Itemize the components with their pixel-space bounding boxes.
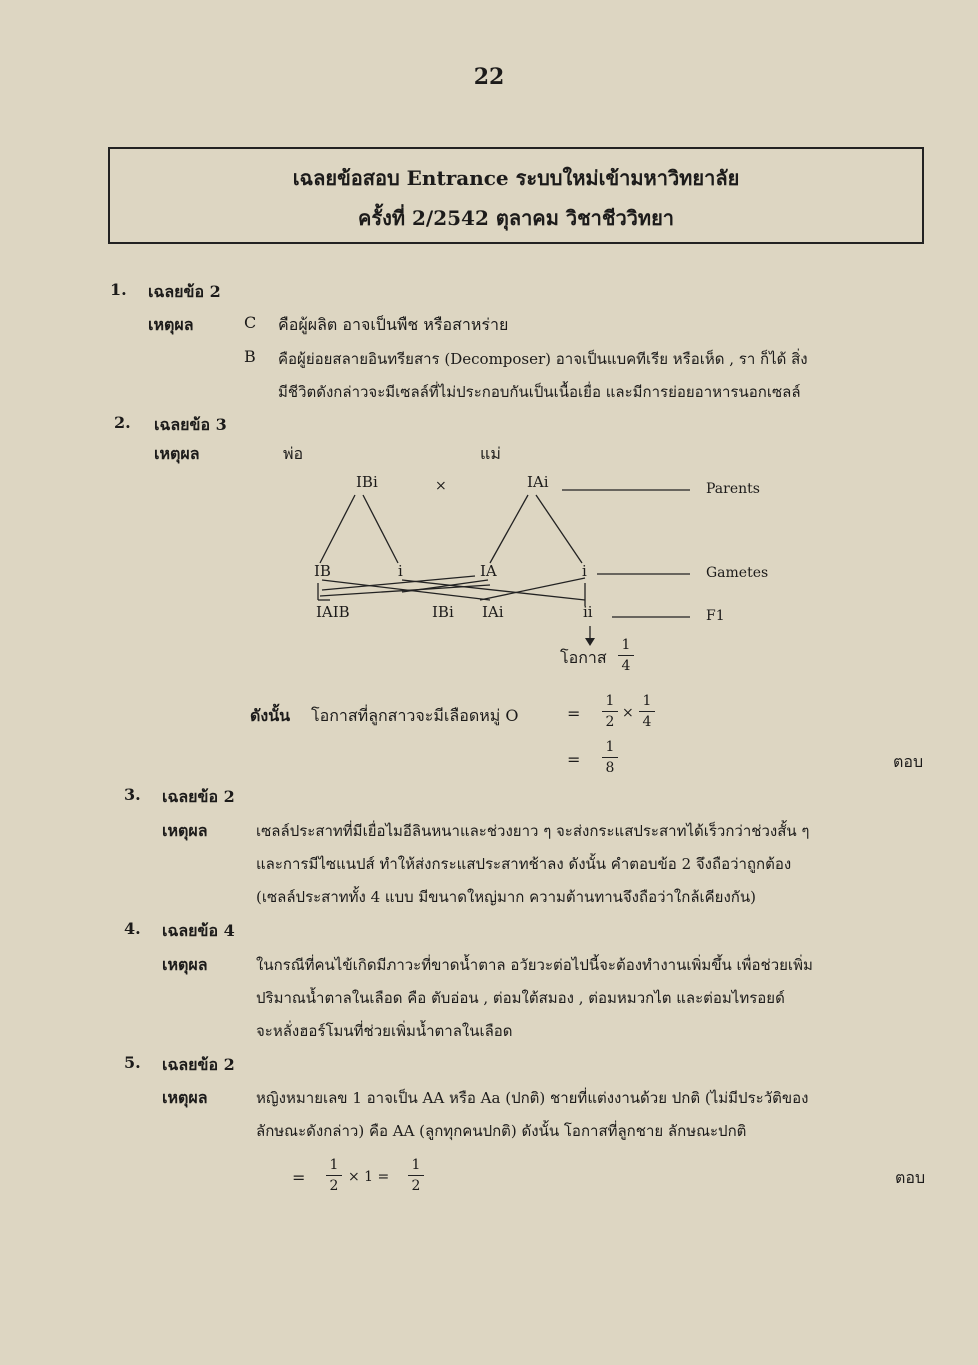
q1-answer: เฉลยข้อ 2 bbox=[148, 282, 221, 301]
q4-answer: เฉลยข้อ 4 bbox=[162, 921, 235, 940]
q5-answer-word: ตอบ bbox=[895, 1168, 926, 1187]
q4-line-3: จะหลั่งฮอร์โมนที่ช่วยเพิ่มน้ำตาลในเลือด bbox=[256, 1022, 513, 1040]
f1-IBi: IBi bbox=[432, 603, 454, 621]
q2-fa-denominator: 2 bbox=[605, 714, 615, 730]
q3-answer: เฉลยข้อ 2 bbox=[162, 787, 235, 806]
q2-fc-numerator: 1 bbox=[605, 739, 615, 755]
line-father-to-IB bbox=[320, 495, 355, 563]
fraction-bar bbox=[618, 655, 634, 656]
q2-fc-denominator: 8 bbox=[605, 760, 615, 776]
q5-line-1: หญิงหมายเลข 1 อาจเป็น AA หรือ Aa (ปกติ) ชายที่แต่งงานด้วย ปกติ (ไม่มีประวัติของ bbox=[256, 1089, 809, 1107]
chance-numerator: 1 bbox=[621, 637, 631, 653]
q2-fb-denominator: 4 bbox=[642, 714, 652, 730]
q5-times-one: × 1 = bbox=[348, 1169, 390, 1185]
q5-answer: เฉลยข้อ 2 bbox=[162, 1055, 235, 1074]
q5-fraction-a bbox=[324, 1157, 344, 1194]
q5-reason-label: เหตุผล bbox=[162, 1088, 208, 1107]
cross-sign: × bbox=[435, 478, 447, 494]
page-number: 22 bbox=[473, 64, 505, 90]
q2-equals-1: = bbox=[567, 704, 581, 723]
fraction-bar bbox=[602, 757, 618, 758]
q5-number: 5. bbox=[124, 1053, 141, 1072]
title-line-1: เฉลยข้อสอบ Entrance ระบบใหม่เข้ามหาวิทยาลัย bbox=[292, 166, 740, 190]
q2-fraction-quarter bbox=[637, 693, 657, 730]
q2-reason-label: เหตุผล bbox=[154, 444, 200, 463]
q1-c-key: C bbox=[244, 313, 257, 332]
father-label: พ่อ bbox=[283, 444, 304, 463]
ii-arrow-head bbox=[585, 638, 595, 646]
q3-line-1: เซลล์ประสาทที่มีเยื่อไมอีลินหนาและช่วงยาว ๆ จะส่งกระแสประสาทได้เร็วกว่าช่วงสั้น ๆ bbox=[256, 822, 810, 840]
q3-number: 3. bbox=[124, 785, 141, 804]
parent-father-genotype: IBi bbox=[356, 473, 378, 491]
q4-line-1: ในกรณีที่คนไข้เกิดมีภาวะที่ขาดน้ำตาล อวัยวะต่อไปนี้จะต้องทำงานเพิ่มขึ้น เพื่อช่วยเพิ่ม bbox=[256, 956, 813, 974]
q3-reason-label: เหตุผล bbox=[162, 821, 208, 840]
gamete-i-mother: i bbox=[582, 562, 587, 580]
q2-answer-word: ตอบ bbox=[893, 752, 924, 771]
q1-b-text-1: คือผู้ย่อยสลายอินทรียสาร (Decomposer) อาจเป็นแบคทีเรีย หรือเห็ด , รา ก็ได้ สิ่ง bbox=[278, 350, 808, 368]
q4-line-2: ปริมาณน้ำตาลในเลือด คือ ตับอ่อน , ต่อมใต้สมอง , ต่อมหมวกไต และต่อมไทรอยด์ bbox=[256, 989, 785, 1007]
gamete-IA: IA bbox=[480, 562, 497, 580]
q5-fraction-b bbox=[406, 1157, 426, 1194]
gametes-label: Gametes bbox=[706, 565, 769, 581]
f1-IAIB: IAIB bbox=[316, 603, 350, 621]
therefore-label: ดังนั้น bbox=[250, 706, 291, 725]
gamete-IB: IB bbox=[314, 562, 331, 580]
mother-label: แม่ bbox=[480, 444, 501, 463]
parents-label: Parents bbox=[706, 481, 760, 497]
cross-line-6 bbox=[480, 578, 585, 600]
q4-number: 4. bbox=[124, 919, 141, 938]
line-mother-to-i bbox=[536, 495, 582, 563]
q2-fa-numerator: 1 bbox=[605, 693, 615, 709]
q3-line-3: (เซลล์ประสาททั้ง 4 แบบ มีขนาดใหญ่มาก ความต้านทานจึงถือว่าใกล้เคียงกัน) bbox=[256, 888, 756, 906]
q2-conclusion: โอกาสที่ลูกสาวจะมีเลือดหมู่ O bbox=[311, 706, 519, 725]
q2-equals-2: = bbox=[567, 750, 581, 769]
q2-fraction-eighth bbox=[600, 739, 620, 776]
fraction-bar bbox=[639, 711, 655, 712]
line-mother-to-IA bbox=[490, 495, 528, 563]
f1-ii: ii bbox=[583, 603, 593, 621]
q1-reason-label: เหตุผล bbox=[148, 315, 194, 334]
line-father-to-i bbox=[363, 495, 398, 563]
q2-fb-numerator: 1 bbox=[642, 693, 652, 709]
fraction-bar bbox=[408, 1175, 424, 1176]
q5-fb-denominator: 2 bbox=[411, 1178, 421, 1194]
q5-line-2: ลักษณะดังกล่าว) คือ AA (ลูกทุกคนปกติ) ดังนั้น โอกาสที่ลูกชาย ลักษณะปกติ bbox=[256, 1122, 747, 1140]
chance-label: โอกาส bbox=[560, 648, 607, 667]
q3-line-2: และการมีไซแนปส์ ทำให้ส่งกระแสประสาทช้าลง ดังนั้น คำตอบข้อ 2 จึงถือว่าถูกต้อง bbox=[256, 855, 792, 873]
gamete-i-father: i bbox=[398, 562, 403, 580]
q4-reason-label: เหตุผล bbox=[162, 955, 208, 974]
q2-times: × bbox=[622, 705, 634, 721]
q2-fraction-half bbox=[600, 693, 620, 730]
parent-mother-genotype: IAi bbox=[527, 473, 549, 491]
fraction-bar bbox=[602, 711, 618, 712]
q1-number: 1. bbox=[110, 280, 127, 299]
q1-c-text: คือผู้ผลิต อาจเป็นพืช หรือสาหร่าย bbox=[278, 315, 509, 334]
q5-fa-denominator: 2 bbox=[329, 1178, 339, 1194]
q2-number: 2. bbox=[114, 413, 131, 432]
cross-line-5 bbox=[320, 585, 490, 596]
f1-IAi: IAi bbox=[482, 603, 504, 621]
q5-fb-numerator: 1 bbox=[411, 1157, 421, 1173]
q1-b-text-2: มีชีวิตดังกล่าวจะมีเซลล์ที่ไม่ประกอบกันเป็นเนื้อเยื่อ และมีการย่อยอาหารนอกเซลล์ bbox=[278, 383, 801, 401]
q1-b-key: B bbox=[244, 347, 256, 366]
q2-answer: เฉลยข้อ 3 bbox=[154, 415, 227, 434]
f1-label: F1 bbox=[706, 608, 725, 624]
q5-equals: = bbox=[292, 1168, 306, 1187]
q5-fa-numerator: 1 bbox=[329, 1157, 339, 1173]
fraction-bar bbox=[326, 1175, 342, 1176]
chance-fraction bbox=[616, 637, 636, 674]
chance-denominator: 4 bbox=[621, 658, 631, 674]
title-line-2: ครั้งที่ 2/2542 ตุลาคม วิชาชีววิทยา bbox=[357, 206, 675, 230]
